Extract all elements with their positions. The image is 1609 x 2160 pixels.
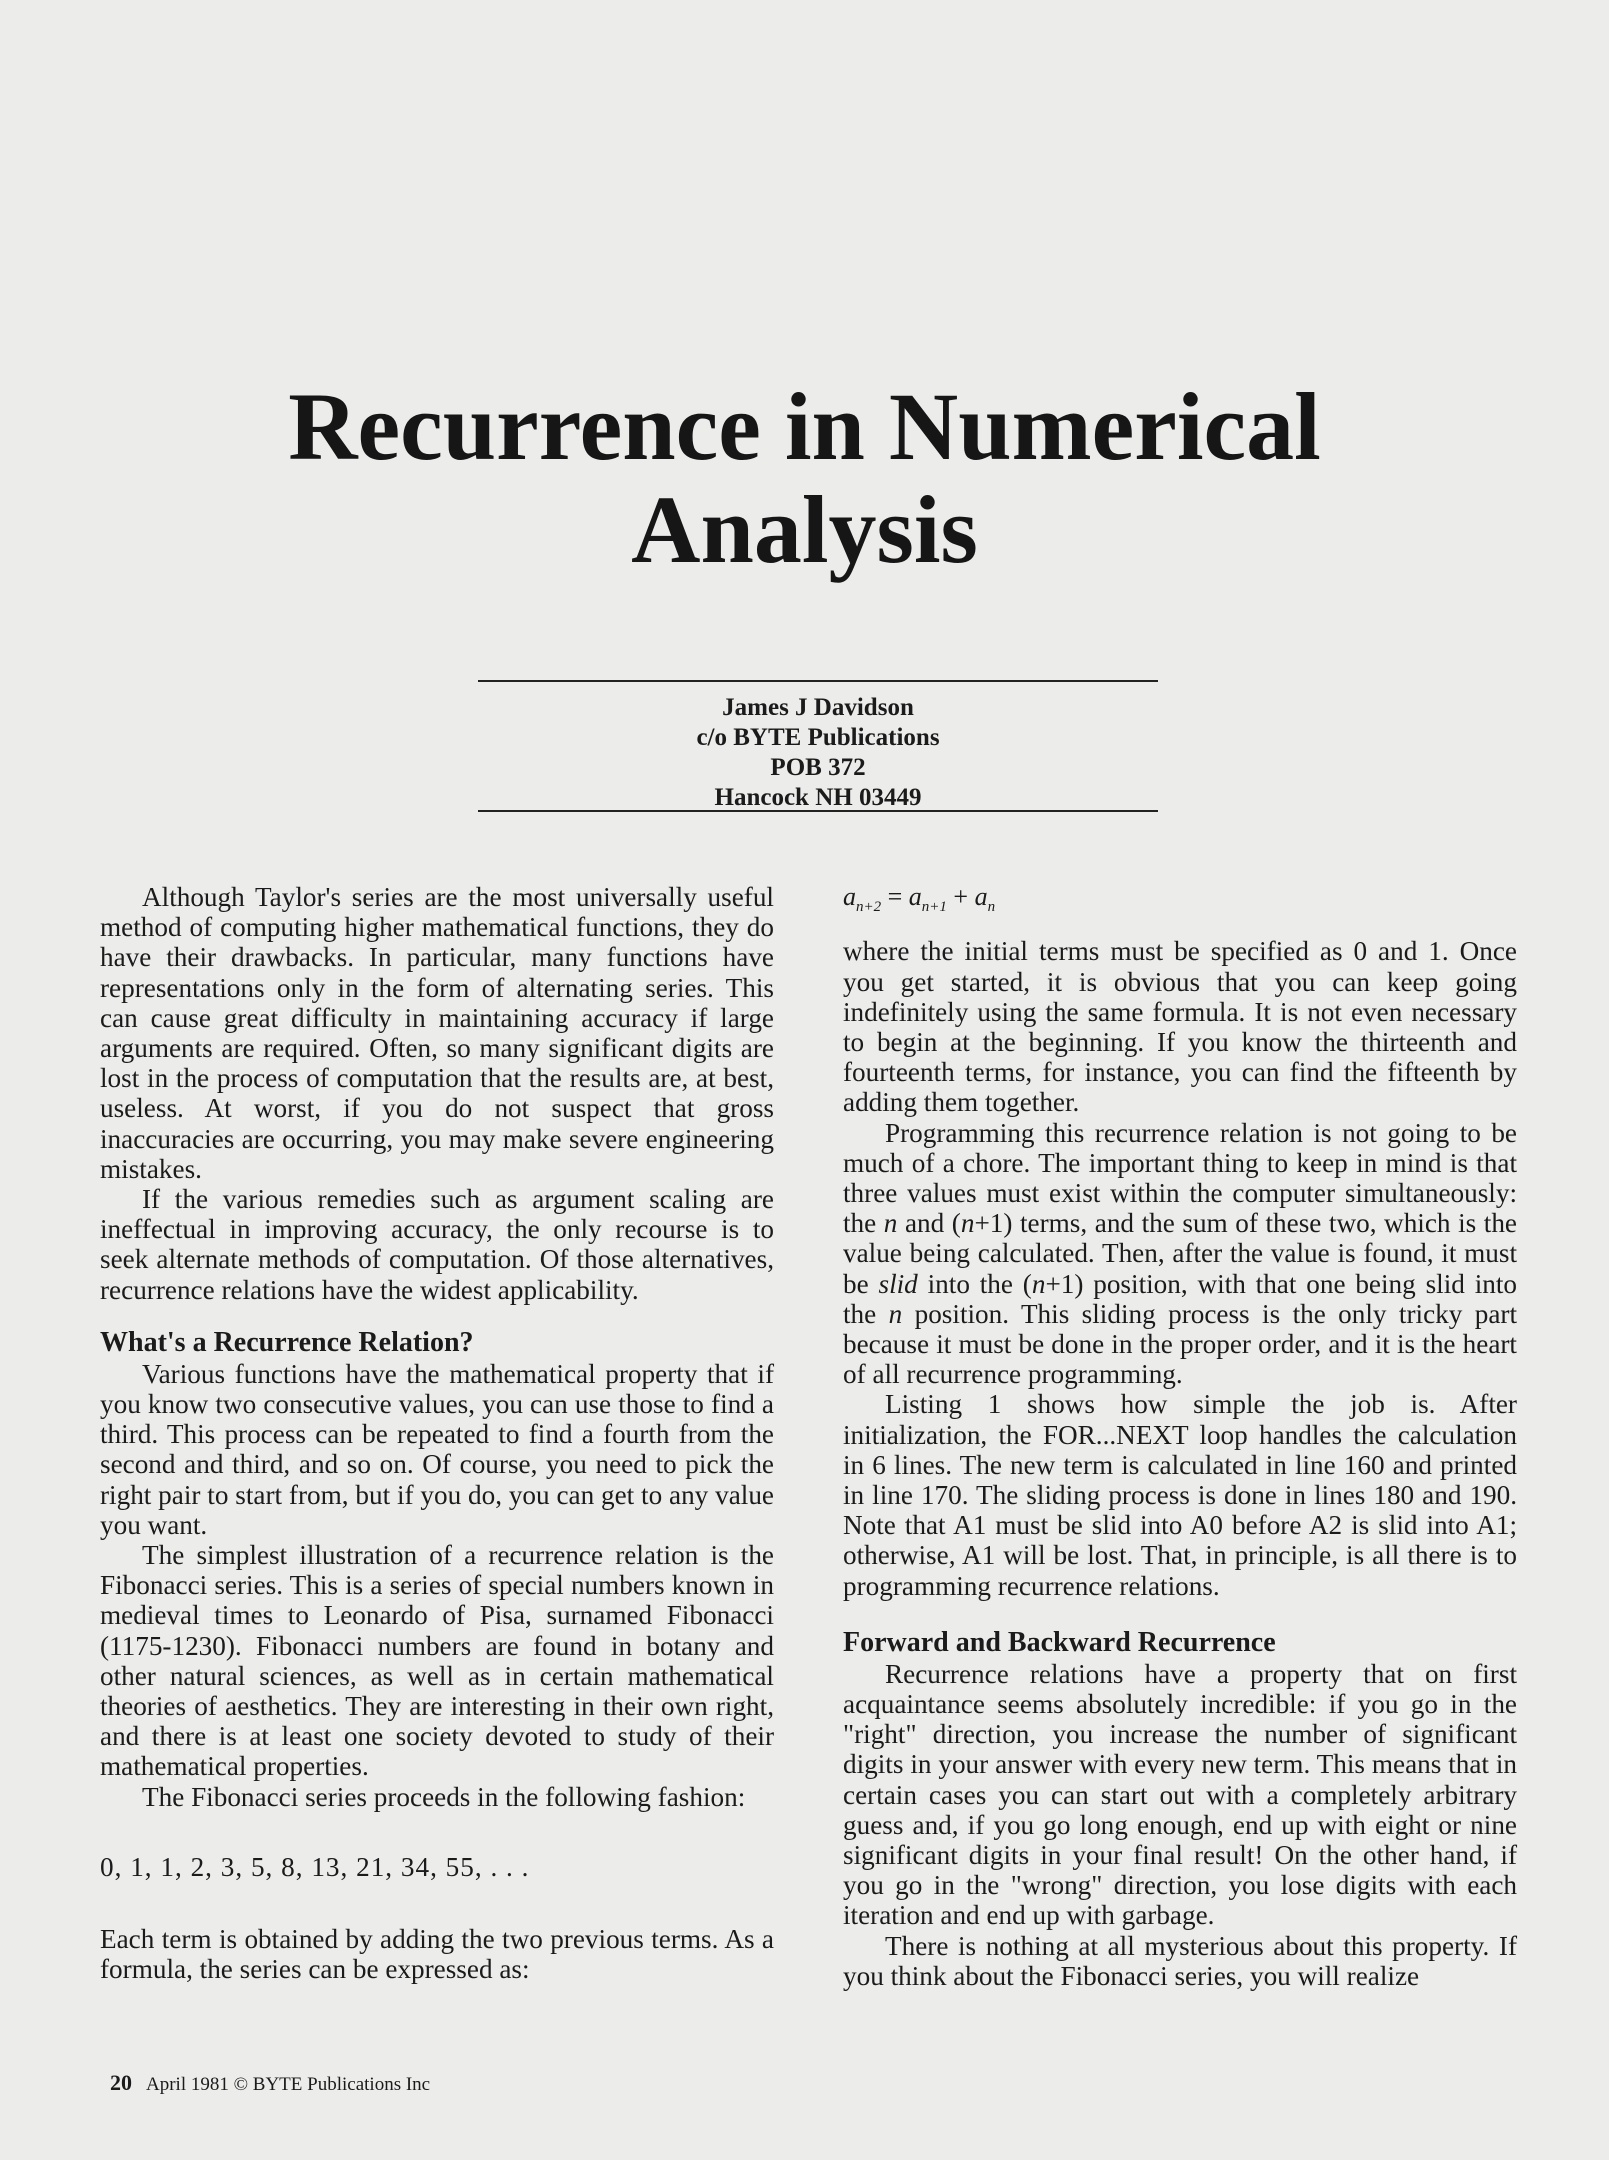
formula-term-2-subscript: n	[987, 899, 996, 916]
issue-line: April 1981 © BYTE Publications Inc	[146, 2074, 431, 2095]
author-address: POB 372	[770, 754, 866, 781]
page-number: 20	[110, 2070, 132, 2095]
byline-bottom-rule	[478, 810, 1158, 812]
formula-equals: =	[881, 882, 909, 911]
left-column	[100, 882, 774, 1985]
formula-lhs: a	[843, 882, 856, 911]
recurrence-formula	[843, 882, 1517, 922]
left-paragraph-3: Various functions have the mathematical property that if you know two consecutive values, you can use those to find a third. This process can be repeated to find a fourth from the second and third, and so on. Of course, you need to pick the right pair to start from, but if you do, you can get to any value you want.	[100, 1358, 774, 1540]
formula-term-1: a	[908, 882, 922, 911]
right-paragraph-3: Listing 1 shows how simple the job is. After initialization, the FOR...NEXT loop handles the calculation in 6 lines. The new term is calculated in line 160 and printed in line 170. The sliding process is done in lines 180 and 190. Note that A1 must be slid into A0 before A2 is slid into A1; otherwise, A1 will be lost. That, in principle, is all there is to programming recurrence relations.	[843, 1389, 1517, 1601]
author-byline	[478, 693, 1158, 813]
right-paragraph-4: Recurrence relations have a property that on first acquaintance seems absolutely incredible: if you go in the "right" direction, you increase the number of significant digits in your answer with every new term. This means that in certain cases you can start out with a completely arbitrary guess and, if you go long enough, end up with eight or nine significant digits in your final result! On the other hand, if you go in the "wrong" direction, you lose digits with each iteration and end up with garbage.	[843, 1658, 1517, 1931]
right-paragraph-1: where the initial terms must be specified as 0 and 1. Once you get started, it is obvious that you can keep going indefinitely using the same formula. It is not even necessary to begin at the beginning. If you know the thirteenth and fourteenth terms, for instance, you can find the fifteenth by adding them together.	[843, 936, 1517, 1118]
section-heading-recurrence-relation: What's a Recurrence Relation?	[100, 1326, 474, 1358]
left-paragraph-4: The simplest illustration of a recurrence relation is the Fibonacci series. This is a series of special numbers known in medieval times to Leonardo of Pisa, surnamed Fibonacci (1175-1230). Fibonacci numbers are found in botany and other natural sciences, as well as in certain mathematical theories of aesthetics. They are interesting in their own right, and there is at least one society devoted to study of their mathematical properties.	[100, 1540, 774, 1782]
right-column	[843, 882, 1517, 1991]
section-heading-forward-backward: Forward and Backward Recurrence	[843, 1626, 1276, 1658]
page-footer	[110, 2070, 430, 2096]
author-name: James J Davidson	[722, 694, 914, 721]
title-line-2: Analysis	[631, 476, 978, 583]
author-city: Hancock NH 03449	[714, 784, 922, 811]
right-paragraph-5: There is nothing at all mysterious about this property. If you think about the Fibonacci series, you will realize	[843, 1930, 1517, 1991]
formula-term-1-subscript: n+1	[921, 899, 947, 916]
formula-term-2: a	[974, 882, 988, 911]
article-title	[0, 375, 1609, 581]
formula-plus: +	[946, 882, 975, 911]
fibonacci-series: 0, 1, 1, 2, 3, 5, 8, 13, 21, 34, 55, . . .	[100, 1851, 530, 1882]
author-affiliation: c/o BYTE Publications	[696, 724, 940, 751]
left-paragraph-1: Although Taylor's series are the most universally useful method of computing higher mathematical functions, they do have their drawbacks. In particular, many functions have representations only in the form of alternating series. This can cause great difficulty in maintaining accuracy if large arguments are required. Often, so many significant digits are lost in the process of computation that the results are, at best, useless. At worst, if you do not suspect that gross inaccuracies are occurring, you may make severe engineering mistakes.	[100, 882, 774, 1184]
left-paragraph-2: If the various remedies such as argument scaling are ineffectual in improving accuracy, the only recourse is to seek alternate methods of computation. Of those alternatives, recurrence relations have the widest applicability.	[100, 1184, 774, 1305]
left-paragraph-5: The Fibonacci series proceeds in the following fashion:	[142, 1781, 746, 1812]
right-paragraph-2: Programming this recurrence relation is not going to be much of a chore. The important thing to keep in mind is that three values must exist within the computer simultaneously: the n and (n+1) terms, and the sum of these two, which is the value being calculated. Then, after the value is found, it must be slid into the (n+1) position, with that one being slid into the n position. This sliding process is the only tricky part because it must be done in the proper order, and it is the heart of all recurrence programming.	[843, 1117, 1517, 1390]
formula-lhs-subscript: n+2	[856, 899, 882, 916]
title-line-1: Recurrence in Numerical	[288, 373, 1321, 480]
left-paragraph-6: Each term is obtained by adding the two previous terms. As a formula, the series can be expressed as:	[100, 1924, 774, 1985]
byline-top-rule	[478, 680, 1158, 682]
